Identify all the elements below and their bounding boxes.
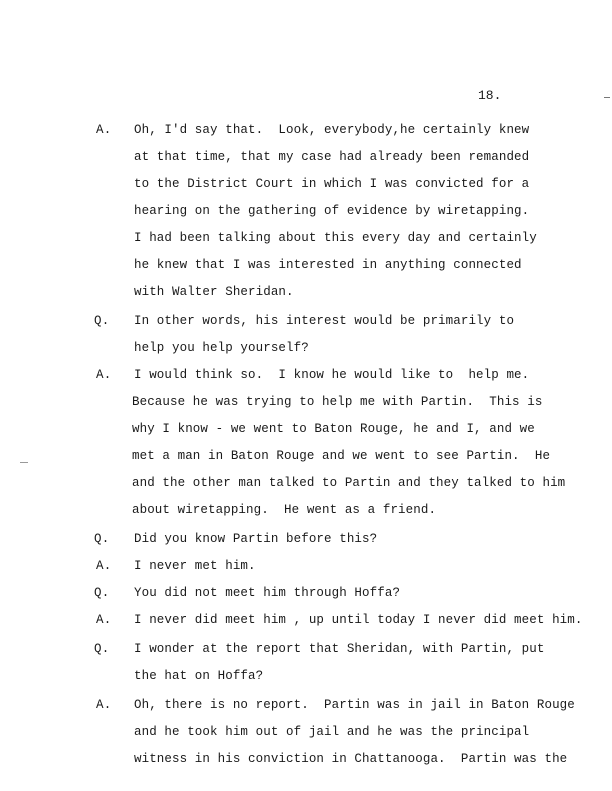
transcript-line: he knew that I was interested in anything connected <box>134 258 522 272</box>
transcript-line: why I know - we went to Baton Rouge, he and I, and we <box>132 422 535 436</box>
question-marker: Q. <box>94 314 110 328</box>
transcript-line: Oh, I'd say that. Look, everybody,he certainly knew <box>134 123 530 137</box>
transcript-line: about wiretapping. He went as a friend. <box>132 503 437 517</box>
transcript-line: at that time, that my case had already been remanded <box>134 150 530 164</box>
answer-marker: A. <box>96 613 112 627</box>
transcript-line: In other words, his interest would be primarily to <box>134 314 515 328</box>
transcript-line: Because he was trying to help me with Partin. This is <box>132 395 543 409</box>
transcript-line: and the other man talked to Partin and they talked to him <box>132 476 566 490</box>
answer-marker: A. <box>96 123 112 137</box>
transcript-line: met a man in Baton Rouge and we went to see Partin. He <box>132 449 551 463</box>
transcript-line: the hat on Hoffa? <box>134 669 264 683</box>
question-marker: Q. <box>94 642 110 656</box>
transcript-line: witness in his conviction in Chattanooga. Partin was the <box>134 752 568 766</box>
margin-mark <box>20 462 28 463</box>
transcript-line: hearing on the gathering of evidence by wiretapping. <box>134 204 530 218</box>
page-number: 18. <box>478 88 502 103</box>
transcript-line: Oh, there is no report. Partin was in jail in Baton Rouge <box>134 698 575 712</box>
answer-marker: A. <box>96 559 112 573</box>
transcript-line: to the District Court in which I was convicted for a <box>134 177 530 191</box>
transcript-line: You did not meet him through Hoffa? <box>134 586 401 600</box>
transcript-line: with Walter Sheridan. <box>134 285 294 299</box>
answer-marker: A. <box>96 368 112 382</box>
transcript-line: Did you know Partin before this? <box>134 532 378 546</box>
transcript-line: help you help yourself? <box>134 341 309 355</box>
question-marker: Q. <box>94 586 110 600</box>
transcript-line: I wonder at the report that Sheridan, with Partin, put <box>134 642 545 656</box>
transcript-line: I never met him. <box>134 559 256 573</box>
question-marker: Q. <box>94 532 110 546</box>
transcript-line: and he took him out of jail and he was the principal <box>134 725 530 739</box>
transcript-line: I never did meet him , up until today I never did meet him. <box>134 613 583 627</box>
edge-mark <box>604 97 610 98</box>
transcript-line: I would think so. I know he would like to help me. <box>134 368 530 382</box>
transcript-line: I had been talking about this every day and certainly <box>134 231 537 245</box>
answer-marker: A. <box>96 698 112 712</box>
